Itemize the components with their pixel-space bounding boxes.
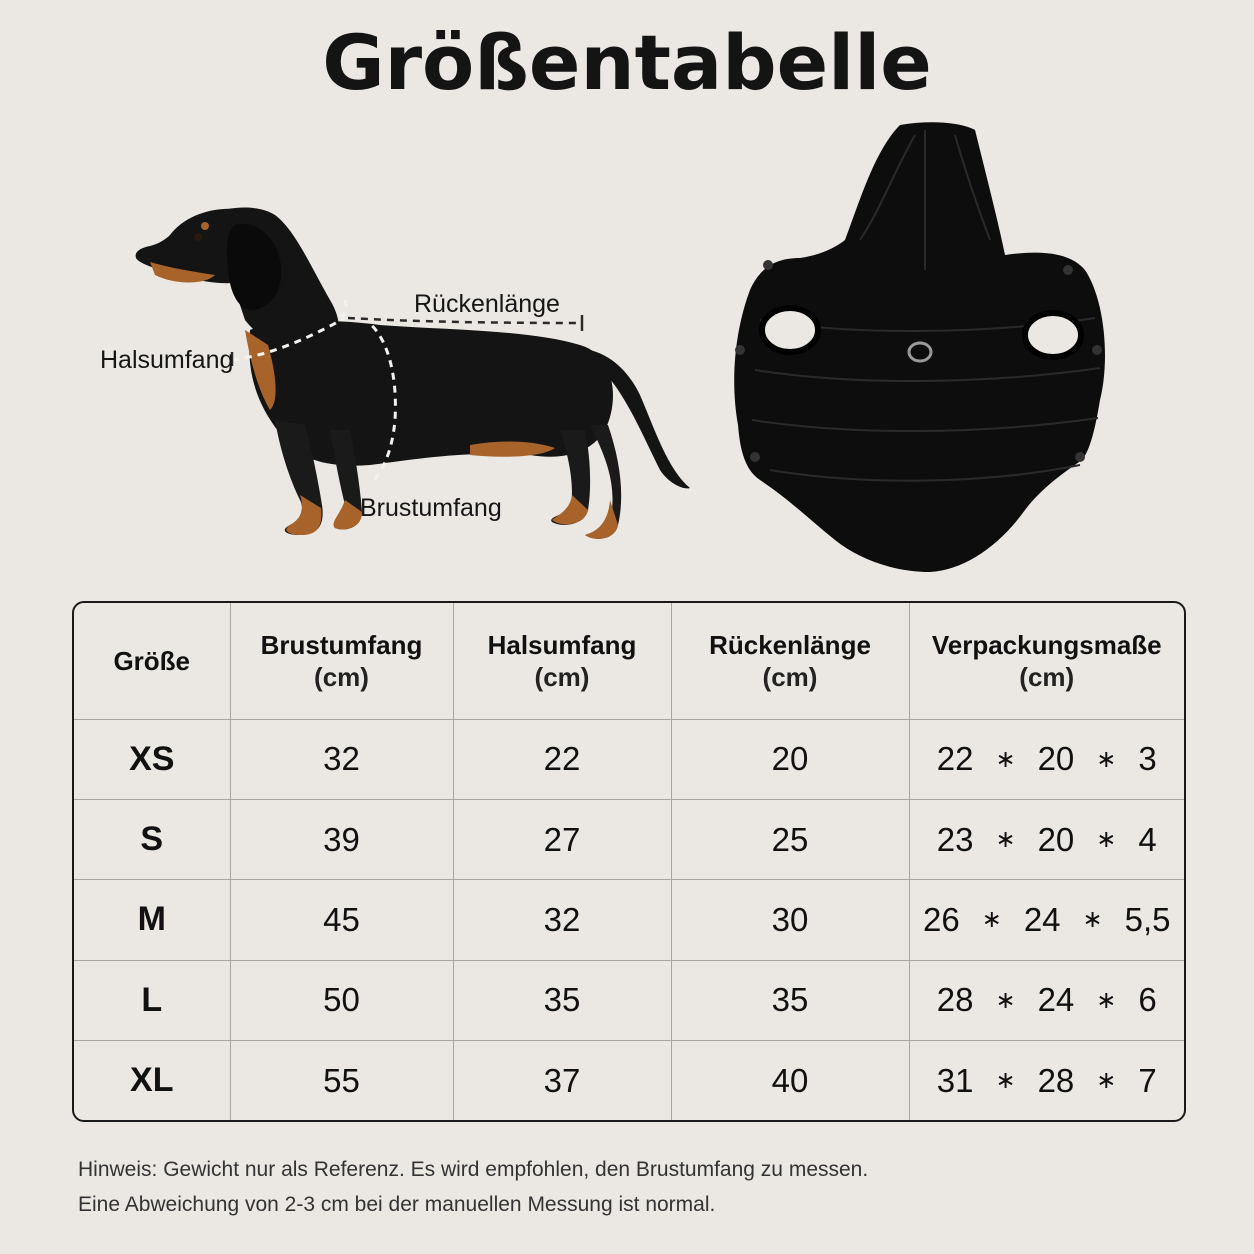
chest-cell: 55 — [230, 1041, 453, 1120]
chest-cell: 50 — [230, 960, 453, 1040]
neck-cell: 37 — [453, 1041, 671, 1120]
chest-cell: 39 — [230, 799, 453, 879]
note — [78, 1152, 1178, 1222]
table-row — [74, 719, 1184, 799]
package-cell: 26 ∗ 24 ∗ 5,5 — [909, 880, 1184, 960]
table-row — [74, 799, 1184, 879]
package-cell: 23 ∗ 20 ∗ 4 — [909, 799, 1184, 879]
size-cell: XL — [74, 1041, 230, 1120]
package-cell: 28 ∗ 24 ∗ 6 — [909, 960, 1184, 1040]
table-row — [74, 1041, 1184, 1120]
dog-jacket-image — [734, 122, 1105, 572]
table-row — [74, 880, 1184, 960]
chest-label: Brustumfang — [360, 494, 502, 522]
header-chest: Brustumfang (cm) — [230, 603, 453, 719]
neck-cell: 32 — [453, 880, 671, 960]
note-line: Eine Abweichung von 2-3 cm bei der manuellen Messung ist normal. — [78, 1193, 716, 1216]
header-package-dimensions: Verpackungsmaße (cm) — [909, 603, 1184, 719]
back-length-cell: 35 — [671, 960, 909, 1040]
neck-cell: 22 — [453, 719, 671, 799]
neck-cell: 35 — [453, 960, 671, 1040]
package-cell: 22 ∗ 20 ∗ 3 — [909, 719, 1184, 799]
size-cell: S — [74, 799, 230, 879]
size-table — [72, 601, 1186, 1122]
size-cell: M — [74, 880, 230, 960]
back-length-cell: 25 — [671, 799, 909, 879]
back-length-cell: 30 — [671, 880, 909, 960]
product-illustration — [0, 110, 1254, 590]
note-line: Hinweis: Gewicht nur als Referenz. Es wird empfohlen, den Brustumfang zu messen. — [78, 1158, 869, 1181]
header-size: Größe — [74, 603, 230, 719]
size-cell: XS — [74, 719, 230, 799]
header-back-length: Rückenlänge (cm) — [671, 603, 909, 719]
back-length-cell: 20 — [671, 719, 909, 799]
table-row — [74, 960, 1184, 1040]
page-title: Größentabelle — [322, 18, 932, 107]
chest-cell: 32 — [230, 719, 453, 799]
back-length-label: Rückenlänge — [414, 290, 560, 318]
size-cell: L — [74, 960, 230, 1040]
package-cell: 31 ∗ 28 ∗ 7 — [936, 1061, 1157, 1099]
back-length-cell: 40 — [671, 1041, 909, 1120]
neck-cell: 27 — [453, 799, 671, 879]
chest-cell: 45 — [230, 880, 453, 960]
neck-label: Halsumfang — [100, 346, 234, 374]
header-neck: Halsumfang (cm) — [453, 603, 671, 719]
